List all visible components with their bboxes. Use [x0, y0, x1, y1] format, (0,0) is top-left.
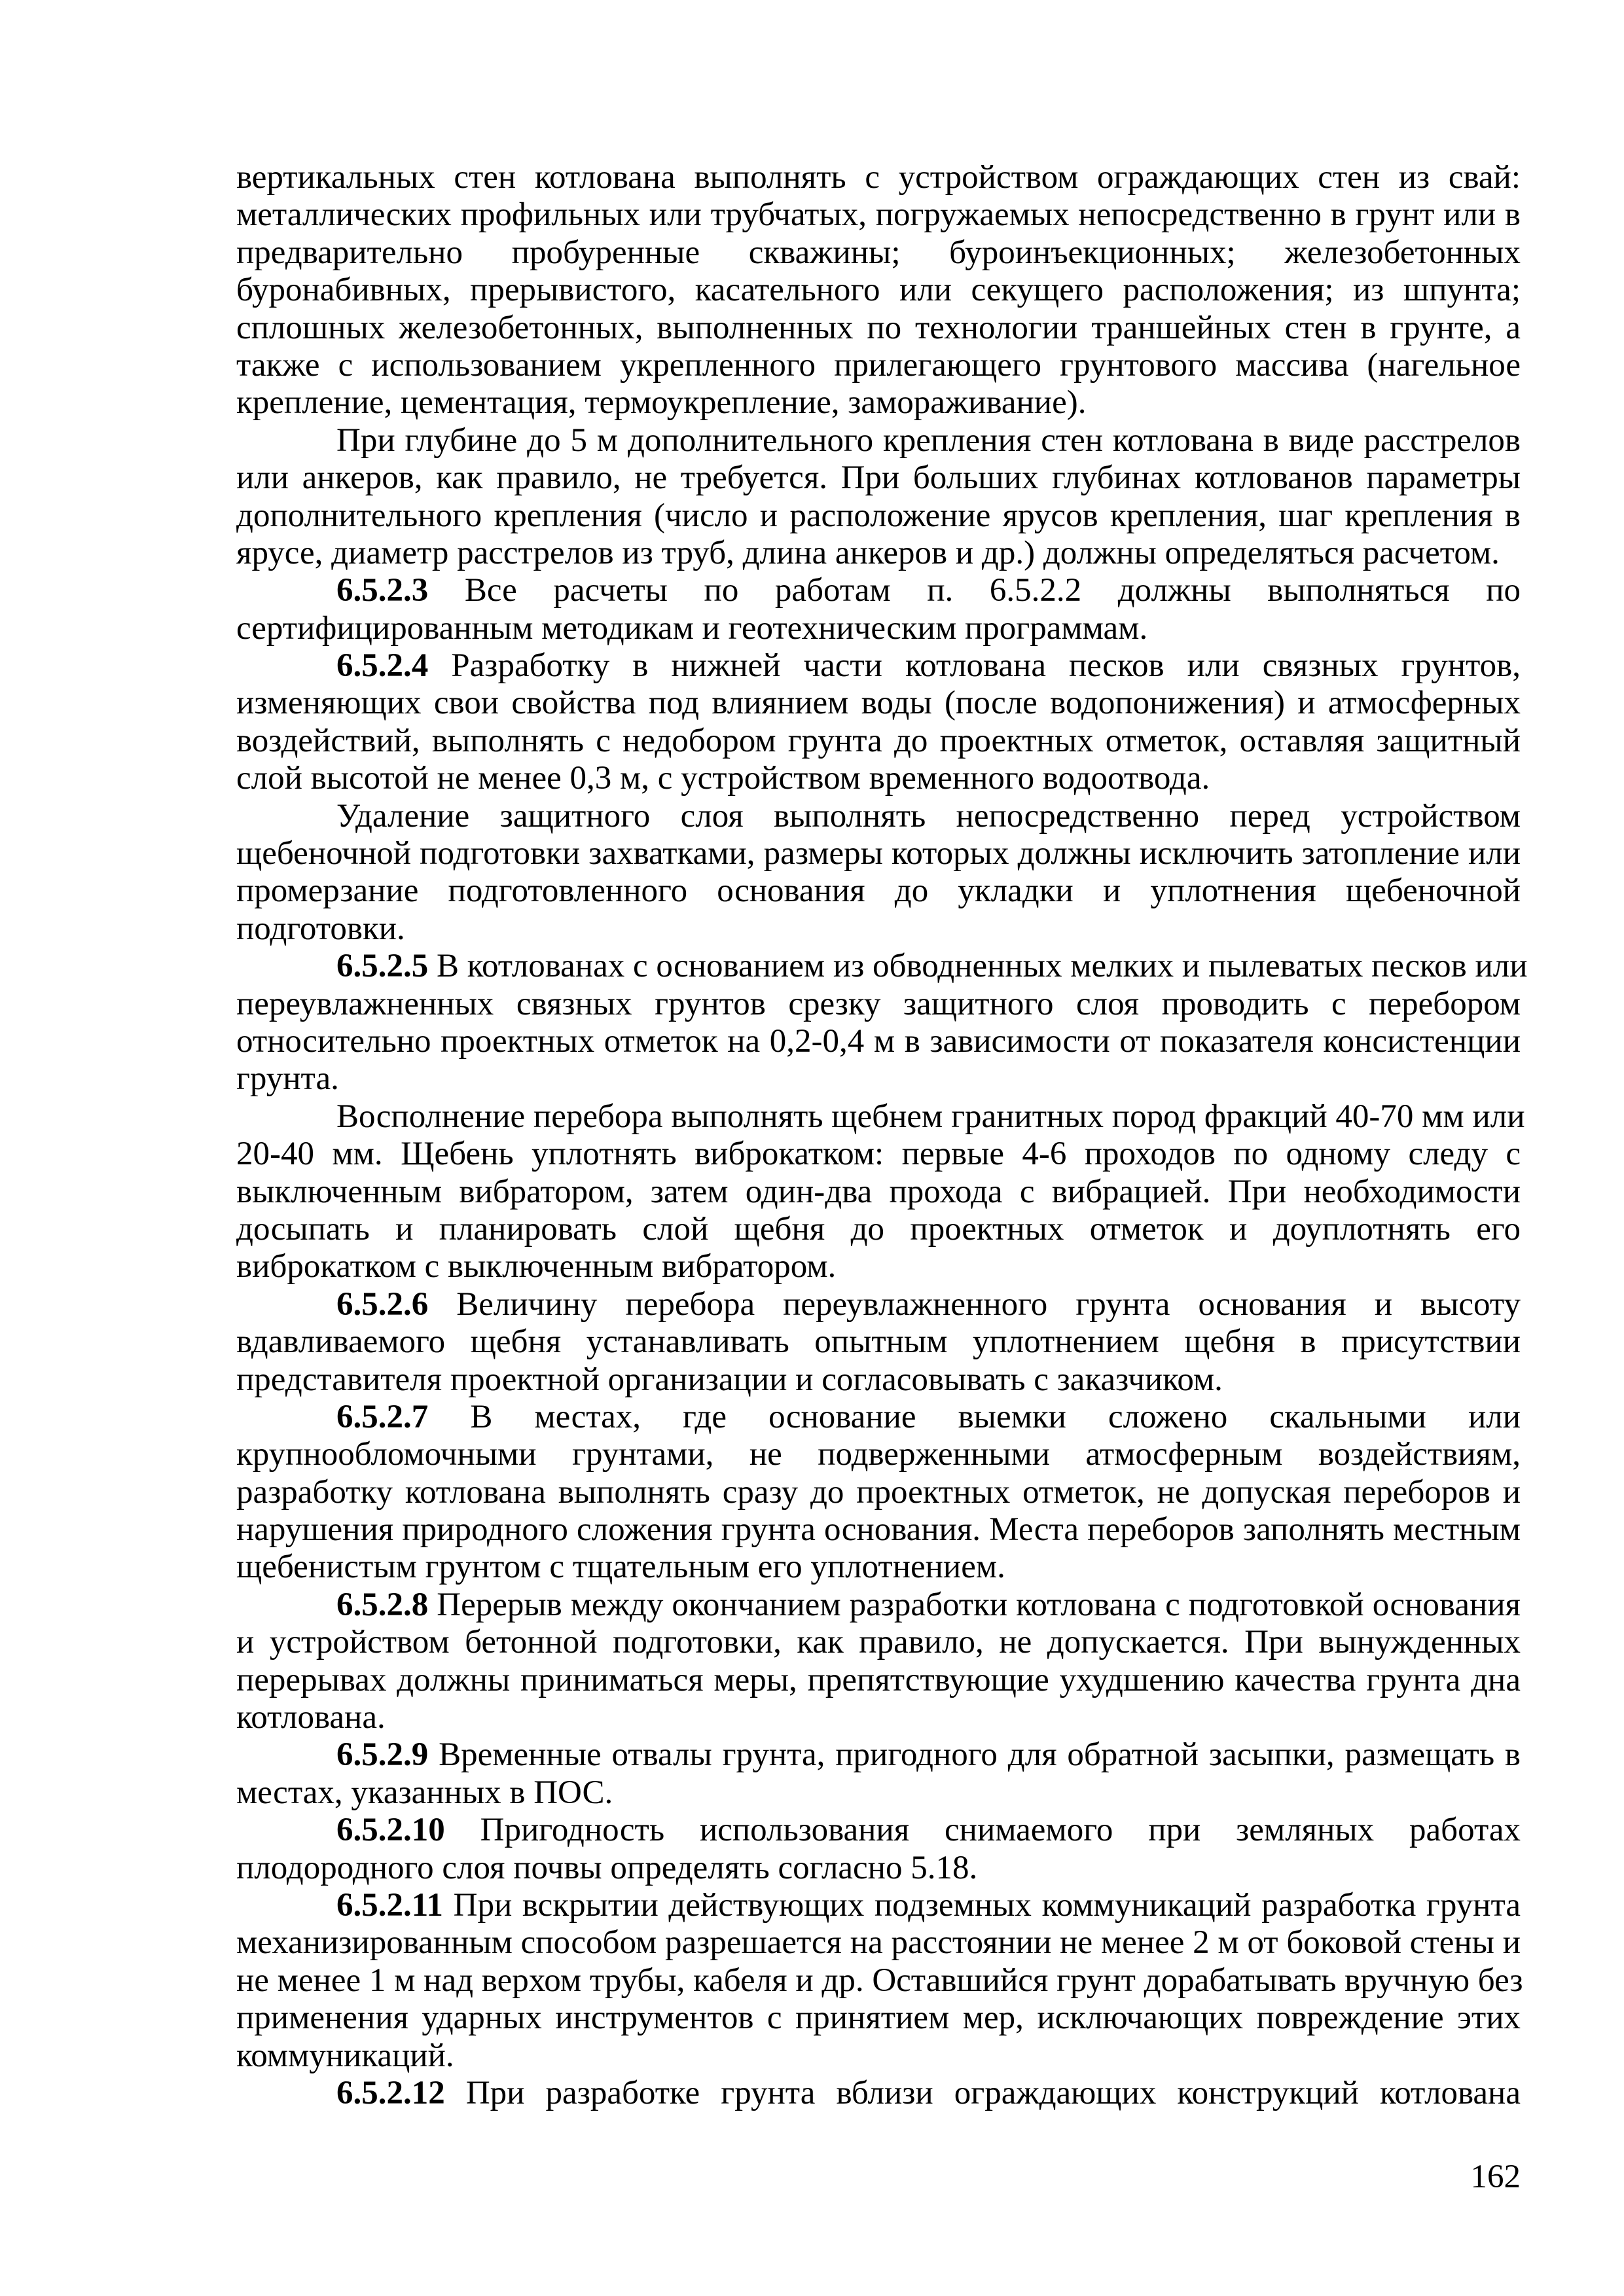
text-line: [236, 986, 1521, 1023]
line-text: Удаление защитного слоя выполнять непосредственно перед устройством: [336, 797, 1521, 834]
text-line: [236, 1662, 1521, 1699]
text-line: [236, 1924, 1521, 1962]
text-line: [236, 1060, 1521, 1098]
text-line: [236, 1174, 1521, 1211]
text-line: [236, 1699, 1521, 1736]
line-text: и устройством бетонной подготовки, как правило, не допускается. При вынужденных: [236, 1624, 1521, 1661]
line-text: При вскрытии действующих подземных коммуникаций разработка грунта: [453, 1886, 1521, 1924]
text-line: [236, 647, 1521, 685]
line-text: Восполнение перебора выполнять щебнем гранитных пород фракций 40-70 мм или: [336, 1098, 1525, 1135]
line-text: разработку котлована выполнять сразу до проектных отметок, не допуская переборов и: [236, 1473, 1521, 1511]
line-text: металлических профильных или трубчатых, погружаемых непосредственно в грунт или в: [236, 196, 1521, 234]
line-text: крупнообломочными грунтами, не подверженными атмосферным воздействиям,: [236, 1436, 1521, 1473]
line-text: также с использованием укрепленного прилегающего грунтового массива (нагельное: [236, 346, 1521, 384]
text-line: [236, 234, 1521, 272]
line-text: досыпать и планировать слой щебня до проектных отметок и доуплотнять его: [236, 1210, 1521, 1247]
text-line: [236, 310, 1521, 347]
text-line: [236, 384, 1521, 422]
line-text: крепление, цементация, термоукрепление, замораживание).: [236, 384, 1087, 422]
line-text: выключенным вибратором, затем один-два прохода с вибрацией. При необходимости: [236, 1173, 1521, 1210]
line-text: При глубине до 5 м дополнительного крепления стен котлована в виде расстрелов: [336, 422, 1521, 459]
line-text: Все расчеты по работам п. 6.5.2.2 должны выполняться по: [464, 572, 1521, 609]
line-text: изменяющих свои свойства под влиянием воды (после водопонижения) и атмосферных: [236, 685, 1521, 722]
line-text: При разработке грунта вблизи ограждающих конструкций котлована: [465, 2074, 1521, 2111]
line-text: котлована.: [236, 1699, 386, 1736]
document-body: [236, 159, 1528, 2112]
text-line: [236, 535, 1521, 572]
text-line: [236, 723, 1521, 760]
line-text: слой высотой не менее 0,3 м, с устройством временного водоотвода.: [236, 760, 1210, 797]
text-line: [236, 1962, 1521, 2000]
text-line: [236, 1136, 1521, 1173]
text-line: [236, 1361, 1521, 1399]
line-text: нарушения природного сложения грунта основания. Места переборов заполнять местным: [236, 1511, 1521, 1549]
line-text: 20-40 мм. Щебень уплотнять виброкатком: первые 4-6 проходов по одному следу с: [236, 1136, 1521, 1173]
clause-number: 6.5.2.11: [336, 1886, 443, 1924]
text-line: [236, 1549, 1521, 1586]
text-line: [236, 760, 1521, 797]
line-text: виброкатком с выключенным вибратором.: [236, 1248, 837, 1285]
text-line: [236, 910, 1521, 948]
text-line: [236, 948, 1528, 985]
line-text: сертифицированным методикам и геотехническим программам.: [236, 609, 1148, 647]
line-text: Пригодность использования снимаемого при земляных работах: [480, 1812, 1521, 1849]
line-text: перерывах должны приниматься меры, препятствующие ухудшению качества грунта дна: [236, 1661, 1521, 1698]
text-line: [236, 572, 1521, 609]
text-line: [236, 422, 1521, 459]
text-line: [236, 2075, 1521, 2112]
text-line: [236, 1436, 1521, 1473]
line-text: щебеночной подготовки захватками, размеры которых должны исключить затопление или: [236, 835, 1521, 872]
text-line: [236, 685, 1521, 722]
text-line: [236, 1098, 1525, 1136]
clause-number: 6.5.2.10: [336, 1812, 445, 1849]
line-text: щебенистым грунтом с тщательным его уплотнением.: [236, 1549, 1005, 1586]
line-text: применения ударных инструментов с принятием мер, исключающих повреждение этих: [236, 2000, 1521, 2037]
text-line: [236, 272, 1521, 309]
line-text: плодородного слоя почвы определять согласно 5.18.: [236, 1849, 978, 1886]
line-text: сплошных железобетонных, выполненных по технологии траншейных стен в грунте, а: [236, 309, 1521, 346]
text-line: [236, 798, 1521, 835]
line-text: местах, указанных в ПОС.: [236, 1774, 613, 1811]
text-line: [236, 459, 1521, 497]
text-line: [236, 1248, 1521, 1285]
line-text: воздействий, выполнять с недобором грунта до проектных отметок, оставляя защитный: [236, 722, 1521, 759]
line-text: подготовки.: [236, 910, 405, 947]
line-text: дополнительного крепления (число и расположение ярусов крепления, шаг крепления в: [236, 497, 1521, 534]
line-text: коммуникаций.: [236, 2037, 454, 2074]
page-number: 162: [1470, 2159, 1521, 2195]
line-text: переувлажненных связных грунтов срезку защитного слоя проводить с перебором: [236, 985, 1521, 1022]
line-text: Разработку в нижней части котлована песков или связных грунтов,: [451, 647, 1521, 685]
line-text: Величину перебора переувлажненного грунта основания и высоту: [456, 1285, 1521, 1323]
clause-number: 6.5.2.3: [336, 572, 429, 609]
line-text: буронабивных, прерывистого, касательного или секущего расположения; из шпунта;: [236, 272, 1521, 309]
line-text: В котлованах с основанием из обводненных мелких и пылеватых песков или: [437, 948, 1528, 985]
line-text: Перерыв между окончанием разработки котлована с подготовкой основания: [437, 1586, 1521, 1623]
text-line: [236, 610, 1521, 647]
line-text: представителя проектной организации и согласовывать с заказчиком.: [236, 1361, 1223, 1398]
text-line: [236, 1023, 1521, 1060]
text-line: [236, 1286, 1521, 1323]
text-line: [236, 1474, 1521, 1511]
clause-number: 6.5.2.8: [336, 1586, 429, 1623]
text-line: [236, 1736, 1521, 1774]
text-line: [236, 347, 1521, 384]
line-text: вдавливаемого щебня устанавливать опытным уплотнением щебня в присутствии: [236, 1323, 1521, 1361]
line-text: относительно проектных отметок на 0,2-0,4 м в зависимости от показателя консистенции: [236, 1022, 1521, 1060]
text-line: [236, 2000, 1521, 2037]
line-text: вертикальных стен котлована выполнять с устройством ограждающих стен из свай:: [236, 159, 1521, 196]
text-line: [236, 196, 1521, 234]
clause-number: 6.5.2.5: [336, 948, 429, 985]
line-text: Временные отвалы грунта, пригодного для обратной засыпки, размещать в: [439, 1736, 1521, 1774]
clause-number: 6.5.2.12: [336, 2074, 445, 2111]
text-line: [236, 1887, 1521, 1924]
clause-number: 6.5.2.6: [336, 1285, 429, 1323]
line-text: не менее 1 м над верхом трубы, кабеля и др. Оставшийся грунт дорабатывать вручную без: [236, 1962, 1523, 1999]
text-line: [236, 1399, 1521, 1436]
text-line: [236, 1774, 1521, 1812]
text-line: [236, 1511, 1521, 1549]
clause-number: 6.5.2.4: [336, 647, 429, 685]
text-line: [236, 159, 1521, 196]
text-line: [236, 2037, 1521, 2075]
text-line: [236, 1587, 1521, 1624]
line-text: механизированным способом разрешается на расстоянии не менее 2 м от боковой стены и: [236, 1924, 1521, 1962]
line-text: грунта.: [236, 1060, 339, 1098]
text-line: [236, 835, 1521, 872]
text-line: [236, 1850, 1521, 1887]
text-line: [236, 1211, 1521, 1248]
line-text: или анкеров, как правило, не требуется. При больших глубинах котлованов параметры: [236, 459, 1521, 497]
text-line: [236, 872, 1521, 910]
text-line: [236, 497, 1521, 535]
line-text: промерзание подготовленного основания до укладки и уплотнения щебеночной: [236, 872, 1521, 910]
line-text: В местах, где основание выемки сложено скальными или: [470, 1398, 1521, 1435]
line-text: ярусе, диаметр расстрелов из труб, длина анкеров и др.) должны определяться расчетом.: [236, 534, 1500, 571]
clause-number: 6.5.2.7: [336, 1398, 429, 1435]
line-text: предварительно пробуренные скважины; буроинъекционных; железобетонных: [236, 234, 1521, 271]
text-line: [236, 1624, 1521, 1661]
text-line: [236, 1812, 1521, 1849]
text-line: [236, 1323, 1521, 1361]
clause-number: 6.5.2.9: [336, 1736, 429, 1774]
